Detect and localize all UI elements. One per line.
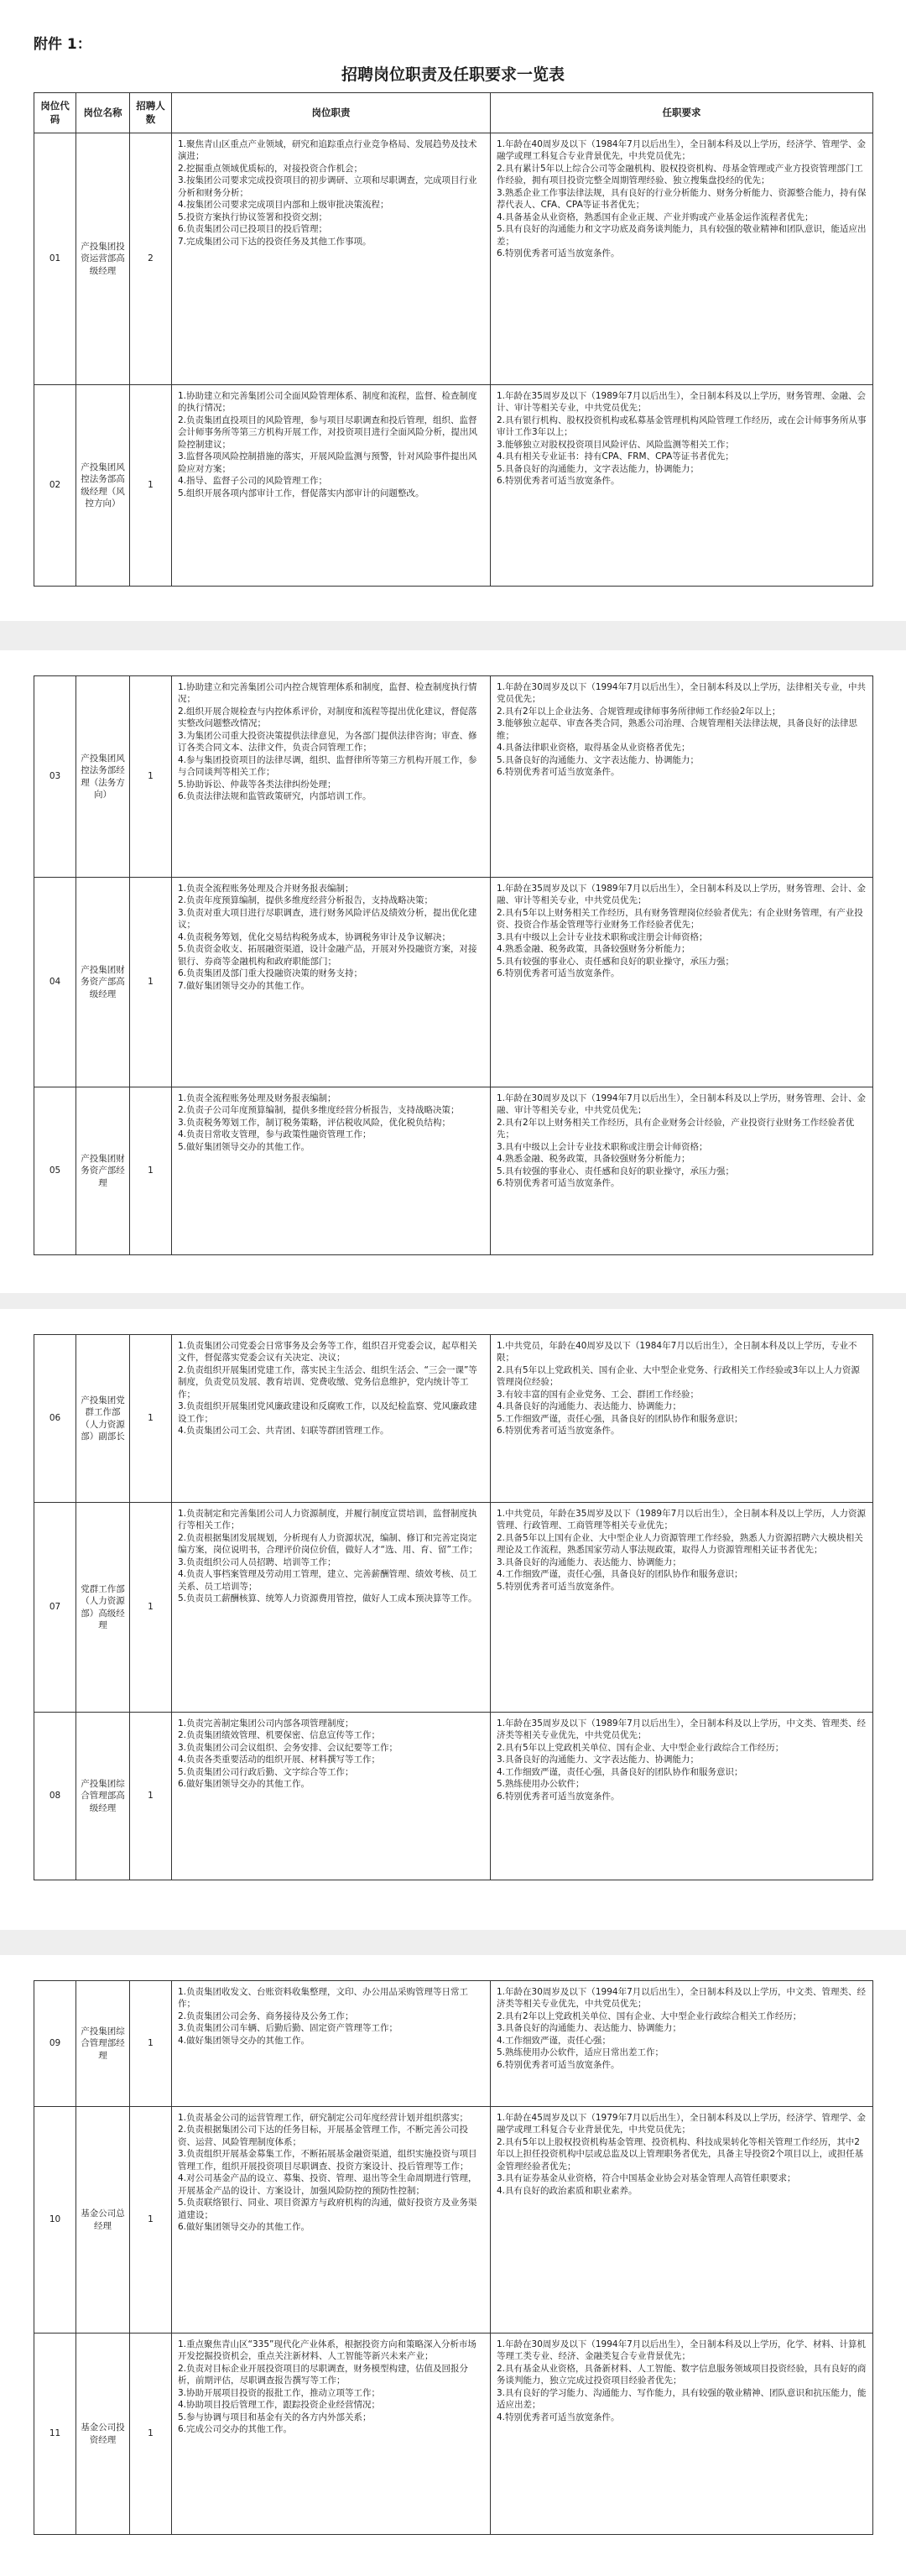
cell-requirements: 1.年龄在30周岁及以下（1994年7月以后出生），全日制本科及以上学历，化学、材料、计算机等理工类专业、经济、金融类复合专业背景优先； 2.具有基金从业资格，具备新材料、人工智能、数字信息服务领域项目投资经验，具有良好的商务谈判能力，独立完成过投资项目经验者优先； 3.具有良好的学习能力、沟通能力、写作能力，具有较强的敬业精神、团队意识和抗压能力，能适应出差； 4.特别优秀者可适当放宽条件。 <box>491 2334 873 2535</box>
cell-code: 07 <box>34 1503 76 1713</box>
cell-requirements: 1.中共党员，年龄在35周岁及以下（1989年7月以后出生），全日制本科及以上学历，人力资源管理、行政管理、工商管理等相关专业优先； 2.具备5年以上国有企业、大中型企业人力资源管理工作经验，熟悉人力资源招聘六大模块相关理论及工作流程，熟悉国家劳动人事法规政策，取得人力资源管理相关证书者优先； 3.具备良好的沟通能力、表达能力、协调能力； 4.工作细致严谨，责任心强，具备良好的团队协作和服务意识； 5.特别优秀者可适当放宽条件。 <box>491 1503 873 1713</box>
cell-name: 产投集团党群工作部（人力资源部）副部长 <box>76 1335 130 1503</box>
cell-code: 09 <box>34 1981 76 2107</box>
cell-name: 基金公司总经理 <box>76 2107 130 2334</box>
cell-code: 05 <box>34 1087 76 1255</box>
cell-count: 1 <box>130 385 172 587</box>
cell-name: 产投集团投资运营部高级经理 <box>76 133 130 385</box>
table-row <box>34 1981 873 2107</box>
cell-count: 1 <box>130 878 172 1087</box>
cell-requirements: 1.年龄在45周岁及以下（1979年7月以后出生），全日制本科及以上学历，经济学、管理学、金融学或理工科复合专业背景优先，中共党员优先； 2.具有5年以上股权投资机构基金管理、投资机构、科技成果转化等相关管理工作经历，其中2年以上担任投资机构中层或总监及以上管理职务者优先，具备主导投资2个项目以上，或担任基金管理经验者优先； 3.具有证券基金从业资格，符合中国基金业协会对基金管理人高管任职要求； 4.具有良好的政治素质和职业素养。 <box>491 2107 873 2334</box>
cell-code: 11 <box>34 2334 76 2535</box>
cell-count: 1 <box>130 1981 172 2107</box>
col-header-duties: 岗位职责 <box>172 93 491 133</box>
cell-name: 产投集团风控法务部经理（法务方向） <box>76 676 130 878</box>
cell-code: 03 <box>34 676 76 878</box>
cell-name: 党群工作部（人力资源部）高级经理 <box>76 1503 130 1713</box>
document-page-2 <box>0 650 906 1293</box>
col-header-name: 岗位名称 <box>76 93 130 133</box>
table-row <box>34 2107 873 2334</box>
cell-requirements: 1.年龄在30周岁及以下（1994年7月以后出生），全日制本科及以上学历，中文类、管理类、经济类等相关专业优先，中共党员优先； 2.具有2年以上党政机关单位、国有企业、大中型企业行政综合相关工作经历； 3.具备良好的沟通能力、表达能力、协调能力； 4.工作细致严谨，责任心强； 5.熟练使用办公软件，适应日常出差工作； 6.特别优秀者可适当放宽条件。 <box>491 1981 873 2107</box>
cell-name: 基金公司投资经理 <box>76 2334 130 2535</box>
document-page-3 <box>0 1309 906 1930</box>
col-header-requirements: 任职要求 <box>491 93 873 133</box>
document-page-1 <box>0 0 906 621</box>
cell-code: 08 <box>34 1713 76 1880</box>
table-row <box>34 1087 873 1255</box>
cell-code: 06 <box>34 1335 76 1503</box>
col-header-count: 招聘人数 <box>130 93 172 133</box>
cell-code: 01 <box>34 133 76 385</box>
cell-count: 1 <box>130 2334 172 2535</box>
cell-requirements: 1.中共党员，年龄在40周岁及以下（1984年7月以后出生），全日制本科及以上学历，专业不限； 2.具有5年以上党政机关、国有企业、大中型企业党务、行政相关工作经验或3年以上人力资源管理岗位经验； 3.有较丰富的国有企业党务、工会、群团工作经验； 4.具备良好的沟通能力、表达能力、协调能力； 5.工作细致严谨，责任心强，具备良好的团队协作和服务意识； 6.特别优秀者可适当放宽条件。 <box>491 1335 873 1503</box>
table-row <box>34 1335 873 1503</box>
cell-name: 产投集团风控法务部高级经理（风控方向） <box>76 385 130 587</box>
table-row <box>34 1713 873 1880</box>
job-table-part-1 <box>34 92 873 587</box>
cell-name: 产投集团综合管理部高级经理 <box>76 1713 130 1880</box>
cell-requirements: 1.年龄在30周岁及以下（1994年7月以后出生），全日制本科及以上学历，法律相关专业，中共党员优先； 2.具有2年以上企业法务、合规管理或律师事务所律师工作经验2年以上； 3.能够独立起草、审查各类合同，熟悉公司治理、合规管理相关法律法规，具备良好的法律思维； 4.具备法律职业资格，取得基金从业资格者优先； 5.具备良好的沟通能力、文字表达能力、协调能力； 6.特别优秀者可适当放宽条件。 <box>491 676 873 878</box>
col-header-code: 岗位代码 <box>34 93 76 133</box>
cell-name: 产投集团财务资产部经理 <box>76 1087 130 1255</box>
cell-duties: 1.负责集团公司党委会日常事务及会务等工作，组织召开党委会议，起草相关文件，督促落实党委会议有关决定、决议； 2.负责组织开展集团党建工作，落实民主生活会、组织生活会、“三会一课”等制度，负责党员发展、教育培训、党费收缴、党务信息维护，党内统计等工作； 3.负责组织开展集团党风廉政建设和反腐败工作，以及纪检监察、党风廉政建设工作； 4.负责集团公司工会、共青团、妇联等群团管理工作。 <box>172 1335 491 1503</box>
cell-count: 2 <box>130 133 172 385</box>
table-row <box>34 133 873 385</box>
cell-count: 1 <box>130 676 172 878</box>
cell-duties: 1.重点聚焦青山区“335”现代化产业体系，根据投资方向和策略深入分析市场开发挖掘投资机会，重点关注新材料、人工智能等新兴未来产业； 2.负责对目标企业开展投资项目的尽职调查，财务模型构建，估值及回报分析，前期评估，尽职调查报告撰写等工作； 3.协助开展项目投资的报批工作，推动立项等工作； 4.协助项目投后管理工作，跟踪投资企业经营情况； 5.参与协调与项目和基金有关的各方内外部关系； 6.完成公司交办的其他工作。 <box>172 2334 491 2535</box>
cell-requirements: 1.年龄在35周岁及以下（1989年7月以后出生），全日制本科及以上学历，中文类、管理类、经济类等相关专业优先，中共党员优先； 2.具有5年以上党政机关单位、国有企业、大中型企业行政综合工作经历； 3.具备良好的沟通能力、文字表达能力、协调能力； 4.工作细致严谨，责任心强，具备良好的团队协作和服务意识； 5.熟练使用办公软件； 6.特别优秀者可适当放宽条件。 <box>491 1713 873 1880</box>
cell-requirements: 1.年龄在35周岁及以下（1989年7月以后出生），全日制本科及以上学历，财务管理、会计、金融、审计等相关专业，中共党员优先； 2.具有5年以上财务相关工作经历，具有财务管理岗位经验者优先；有企业财务管理，有产业投资、投资合作基金管理等行业财务工作经验者优先； 3.具有中级以上会计专业技术职称或注册会计师资格； 4.熟悉金融、税务政策，具备较强财务分析能力； 5.具有较强的事业心、责任感和良好的职业操守，承压力强； 6.特别优秀者可适当放宽条件。 <box>491 878 873 1087</box>
table-row <box>34 1503 873 1713</box>
cell-duties: 1.负责基金公司的运营管理工作，研究制定公司年度经营计划并组织落实； 2.负责根据集团公司下达的任务目标，开展基金管理工作，不断完善公司投资、运营、风险管理制度体系； 3.负责组织开展基金募集工作，不断拓展基金融资渠道，组织实施投资与项目管理工作，组织开展投资项目尽职调查、投资方案设计、投后管理等工作； 4.对公司基金产品的设立、募集、投资、管理、退出等全生命周期进行管理，开展基金产品的设计、方案设计，加强风险防控的预防性控制； 5.负责联络银行、同业、项目资源方与政府机构的沟通，做好投资方及业务渠道建设； 6.做好集团领导交办的其他工作。 <box>172 2107 491 2334</box>
table-row <box>34 676 873 878</box>
table-row <box>34 878 873 1087</box>
document-page-4 <box>0 1955 906 2576</box>
job-table-part-3 <box>34 1334 873 1880</box>
cell-count: 1 <box>130 1503 172 1713</box>
cell-code: 10 <box>34 2107 76 2334</box>
table-row <box>34 2334 873 2535</box>
cell-code: 02 <box>34 385 76 587</box>
cell-duties: 1.协助建立和完善集团公司全面风险管理体系、制度和流程，监督、检查制度的执行情况； 2.负责集团直投项目的风险管理，参与项目尽职调查和投后管理，组织、监督会计师事务所等第三方机构开展工作，对投资项目进行全面风险分析，提出风险控制建议； 3.监督各项风险控制措施的落实，开展风险监测与预警，针对风险事件提出风险应对方案； 4.指导、监督子公司的风险管理工作； 5.组织开展各项内部审计工作，督促落实内部审计的问题整改。 <box>172 385 491 587</box>
document-title: 招聘岗位职责及任职要求一览表 <box>341 65 565 84</box>
cell-requirements: 1.年龄在30周岁及以下（1994年7月以后出生），全日制本科及以上学历，财务管理、会计、金融、审计等相关专业，中共党员优先； 2.具有2年以上财务相关工作经历，具有企业财务会计经验，产业投资行业财务工作经验者优先； 3.具有中级以上会计专业技术职称或注册会计师资格； 4.熟悉金融、税务政策，具备较强财务分析能力； 5.具有较强的事业心、责任感和良好的职业操守，承压力强； 6.特别优秀者可适当放宽条件。 <box>491 1087 873 1255</box>
attachment-label: 附件 1： <box>34 36 91 53</box>
cell-duties: 1.负责全流程账务处理及合并财务报表编制； 2.负责年度预算编制，提供多维度经营分析报告，支持战略决策； 3.负责对重大项目进行尽职调查，进行财务风险评估及绩效分析，提出优化建议； 4.负责税务筹划，优化交易结构税务成本，协调税务审计及争议解决； 5.负责资金收支、拓展融资渠道，设计金融产品，开展对外投融资方案，对接银行、券商等金融机构和政府职能部门； 6.负责集团及部门重大投融资决策的财务支持； 7.做好集团领导交办的其他工作。 <box>172 878 491 1087</box>
cell-count: 1 <box>130 1087 172 1255</box>
cell-requirements: 1.年龄在40周岁及以下（1984年7月以后出生），全日制本科及以上学历，经济学、管理学、金融学或理工科复合专业背景优先，中共党员优先； 2.具有累计5年以上综合公司等金融机构、股权投资机构、母基金管理或产业方投资管理部门工作经验，拥有项目投资完整全周期管理经验、独立搜集盘投经的优先； 3.熟悉企业工作事法律法规，具有良好的行业分析能力、财务分析能力、资源整合能力，持有保荐代表人、CFA、CPA等证书者优先； 4.具备基金从业资格，熟悉国有企业正规、产业并购或产业基金运作流程者优先； 5.具有良好的沟通能力和文字功底及商务谈判能力，具有较强的敬业精神和团队意识，能适应出差； 6.特别优秀者可适当放宽条件。 <box>491 133 873 385</box>
cell-count: 1 <box>130 1713 172 1880</box>
cell-name: 产投集团综合管理部经理 <box>76 1981 130 2107</box>
cell-code: 04 <box>34 878 76 1087</box>
cell-duties: 1.负责制定和完善集团公司人力资源制度，并履行制度宣贯培训，监督制度执行等相关工作； 2.负责根据集团发展规划，分析现有人力资源状况，编制、修订和完善定岗定编方案，岗位说明书，合理评价岗位价值，做好人才“选、用、育、留”工作； 3.负责组织公司人员招聘、培训等工作； 4.负责人事档案管理及劳动用工管理，建立、完善薪酬管理、绩效考核、员工关系、员工培训等； 5.负责员工薪酬核算、统筹人力资源费用管控，做好人工成本预决算等工作。 <box>172 1503 491 1713</box>
cell-count: 1 <box>130 1335 172 1503</box>
cell-duties: 1.负责完善制定集团公司内部各项管理制度； 2.负责集团绩效管理、机要保密、信息宣传等工作； 3.负责集团公司会议组织、会务安排、会议纪要等工作； 4.负责各类重要活动的组织开展、材料撰写等工作； 5.负责集团公司行政后勤、文字综合等工作； 6.做好集团领导交办的其他工作。 <box>172 1713 491 1880</box>
table-row <box>34 385 873 587</box>
cell-duties: 1.聚焦青山区重点产业领域，研究和追踪重点行业竞争格局、发展趋势及技术演进； 2.挖掘重点领域优质标的，对接投资合作机会； 3.按集团公司要求完成投资项目的初步调研、立项和尽职调查，完成项目行业分析和财务分析； 4.按集团公司要求完成项目内部和上级审批决策流程； 5.投资方案执行协议签署和投资交割； 6.负责集团公司已投项目的投后管理； 7.完成集团公司下达的投资任务及其他工作事项。 <box>172 133 491 385</box>
table-header-row <box>34 93 873 133</box>
cell-duties: 1.负责集团收发文、台账资料收集整理，文印、办公用品采购管理等日常工作； 2.负责集团公司会务、商务接待及公务工作； 3.负责集团公司车辆、后勤后勤、固定资产管理等工作； 4.做好集团领导交办的其他工作。 <box>172 1981 491 2107</box>
job-table-part-4 <box>34 1980 873 2535</box>
cell-duties: 1.协助建立和完善集团公司内控合规管理体系和制度，监督、检查制度执行情况； 2.组织开展合规检查与内控体系评价，对制度和流程等提出优化建议，督促落实整改问题整改情况； 3.为集团公司重大投资决策提供法律意见，为各部门提供法律咨询；审查、修订各类合同文本、法律文件，负责合同管理工作； 4.参与集团投资项目的法律尽调，组织、监督律所等第三方机构开展工作，参与合同谈判等相关工作； 5.协助诉讼、仲裁等各类法律纠纷处理； 6.负责法律法规和监管政策研究，内部培训工作。 <box>172 676 491 878</box>
cell-requirements: 1.年龄在35周岁及以下（1989年7月以后出生），全日制本科及以上学历，财务管理、金融、会计、审计等相关专业，中共党员优先； 2.具有银行机构、股权投资机构或私募基金管理机构风险管理工作经历，或在会计师事务所从事审计工作3年以上； 3.能够独立对股权投资项目风险评估、风险监测等相关工作； 4.具有相关专业证书：持有CPA、FRM、CPA等证书者优先； 5.具备良好的沟通能力，文字表达能力，协调能力； 6.特别优秀者可适当放宽条件。 <box>491 385 873 587</box>
cell-name: 产投集团财务资产部高级经理 <box>76 878 130 1087</box>
cell-count: 1 <box>130 2107 172 2334</box>
job-table-part-2 <box>34 675 873 1255</box>
cell-duties: 1.负责全流程账务处理及财务报表编制； 2.负责子公司年度预算编制，提供多维度经营分析报告，支持战略决策； 3.负责税务筹划工作，制订税务策略，评估税收风险，优化税负结构； 4.负责日常收支管理，参与政策性融资管理工作； 5.做好集团领导交办的其他工作。 <box>172 1087 491 1255</box>
